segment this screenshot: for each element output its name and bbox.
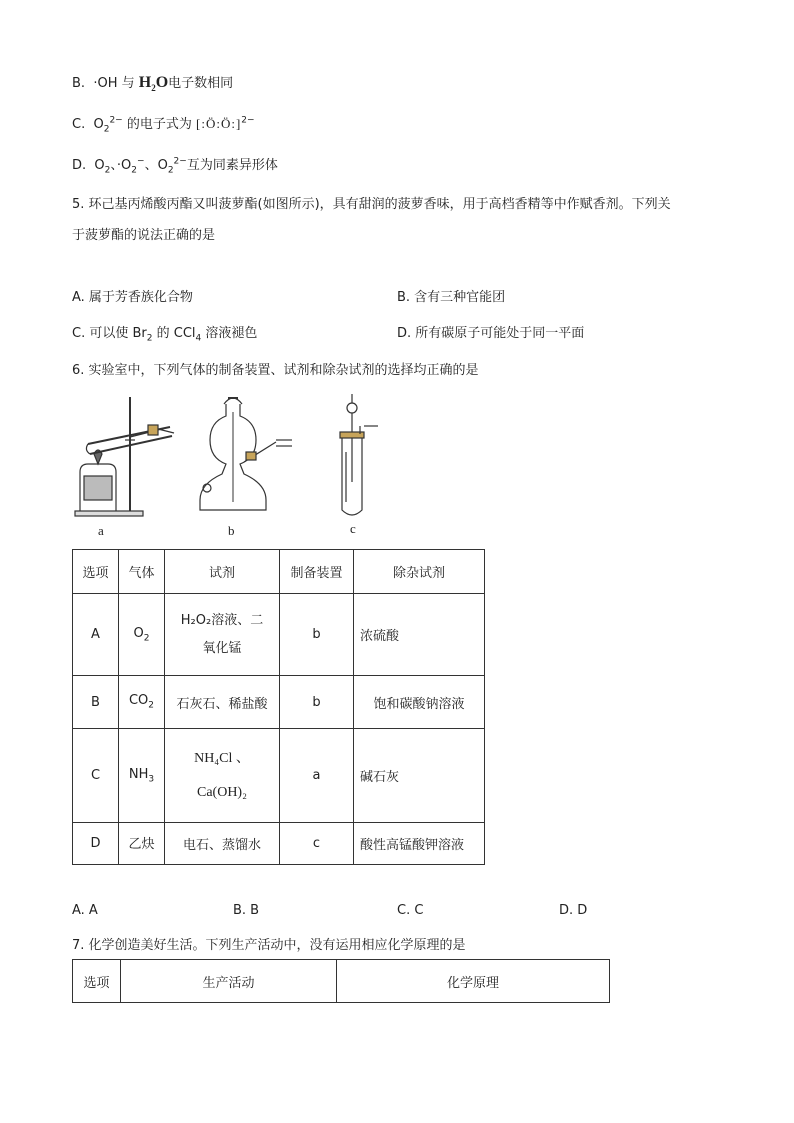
q5-stem-line2: 于菠萝酯的说法正确的是: [72, 228, 216, 243]
q6-answer-c: C. C: [397, 903, 424, 918]
header-option: 选项: [73, 550, 119, 594]
table-row: D 乙炔 电石、蒸馏水 c 酸性高锰酸钾溶液: [73, 823, 485, 865]
table-header-row: [73, 960, 610, 1003]
header-principle: 化学原理: [337, 960, 610, 1003]
q5-stem-line1: 5. 环己基丙烯酸丙酯又叫菠萝酯(如图所示)，具有甜润的菠萝香味，用于高档香精等中作赋香剂。下列关: [72, 197, 671, 212]
q7-table: [72, 959, 610, 1003]
header-device: 制备装置: [280, 550, 354, 594]
label-b: b: [228, 523, 235, 538]
table-header-row: [73, 550, 485, 594]
table-row: B $CO_2$ 石灰石、稀盐酸 b 饱和碳酸钠溶液: [73, 676, 485, 729]
table-row: C $NH_3$ NH₄Cl 、 Ca(OH)₂ a 碱石灰: [73, 729, 485, 823]
q7-stem: 7. 化学创造美好生活。下列生产活动中，没有运用相应化学原理的是: [72, 938, 466, 953]
h2o-formula: $H_2O$: [138, 74, 169, 94]
q4-option-c: C. $O_2^{2-}$ 的电子式为 [:Ö:Ö:]$^{2-}$: [72, 115, 255, 135]
q6-answer-a: A. A: [72, 903, 98, 918]
q6-answer-b: B. B: [233, 903, 260, 918]
header-gas: 气体: [119, 550, 165, 594]
q6-answer-d: D. D: [559, 903, 588, 918]
q5-option-d: D. 所有碳原子可能处于同一平面: [397, 326, 585, 341]
q5-option-b: B. 含有三种官能团: [397, 290, 506, 305]
q6-table: [72, 549, 485, 865]
header-reagent: 试剂: [165, 550, 280, 594]
q5-option-c: C. 可以使 $Br_2$ 的 CCl$_4$ 溶液褪色: [72, 326, 258, 344]
header-purifier: 除杂试剂: [354, 550, 485, 594]
label-a: a: [98, 523, 104, 538]
apparatus-figure: [70, 392, 390, 522]
header-activity: 生产活动: [121, 960, 337, 1003]
label-c: c: [350, 521, 356, 536]
q4-option-d: D. $O_2$、$\cdot O_2^-$、$O_2^{2-}$互为同素异形体: [72, 156, 278, 176]
q4-option-b: B. ·OH 与 $H_2O$电子数相同: [72, 74, 234, 94]
table-row: A $O_2$ H₂O₂溶液、二 氧化锰 b 浓硫酸: [73, 594, 485, 676]
apparatus-b: [200, 398, 292, 510]
q5-option-a: A. 属于芳香族化合物: [72, 290, 193, 305]
q6-stem: 6. 实验室中，下列气体的制备装置、试剂和除杂试剂的选择均正确的是: [72, 363, 479, 378]
apparatus-c: [340, 394, 378, 515]
header-option: 选项: [73, 960, 121, 1003]
apparatus-a: [75, 397, 174, 516]
peroxide-electron-formula: [:Ö:Ö:]: [196, 116, 242, 131]
